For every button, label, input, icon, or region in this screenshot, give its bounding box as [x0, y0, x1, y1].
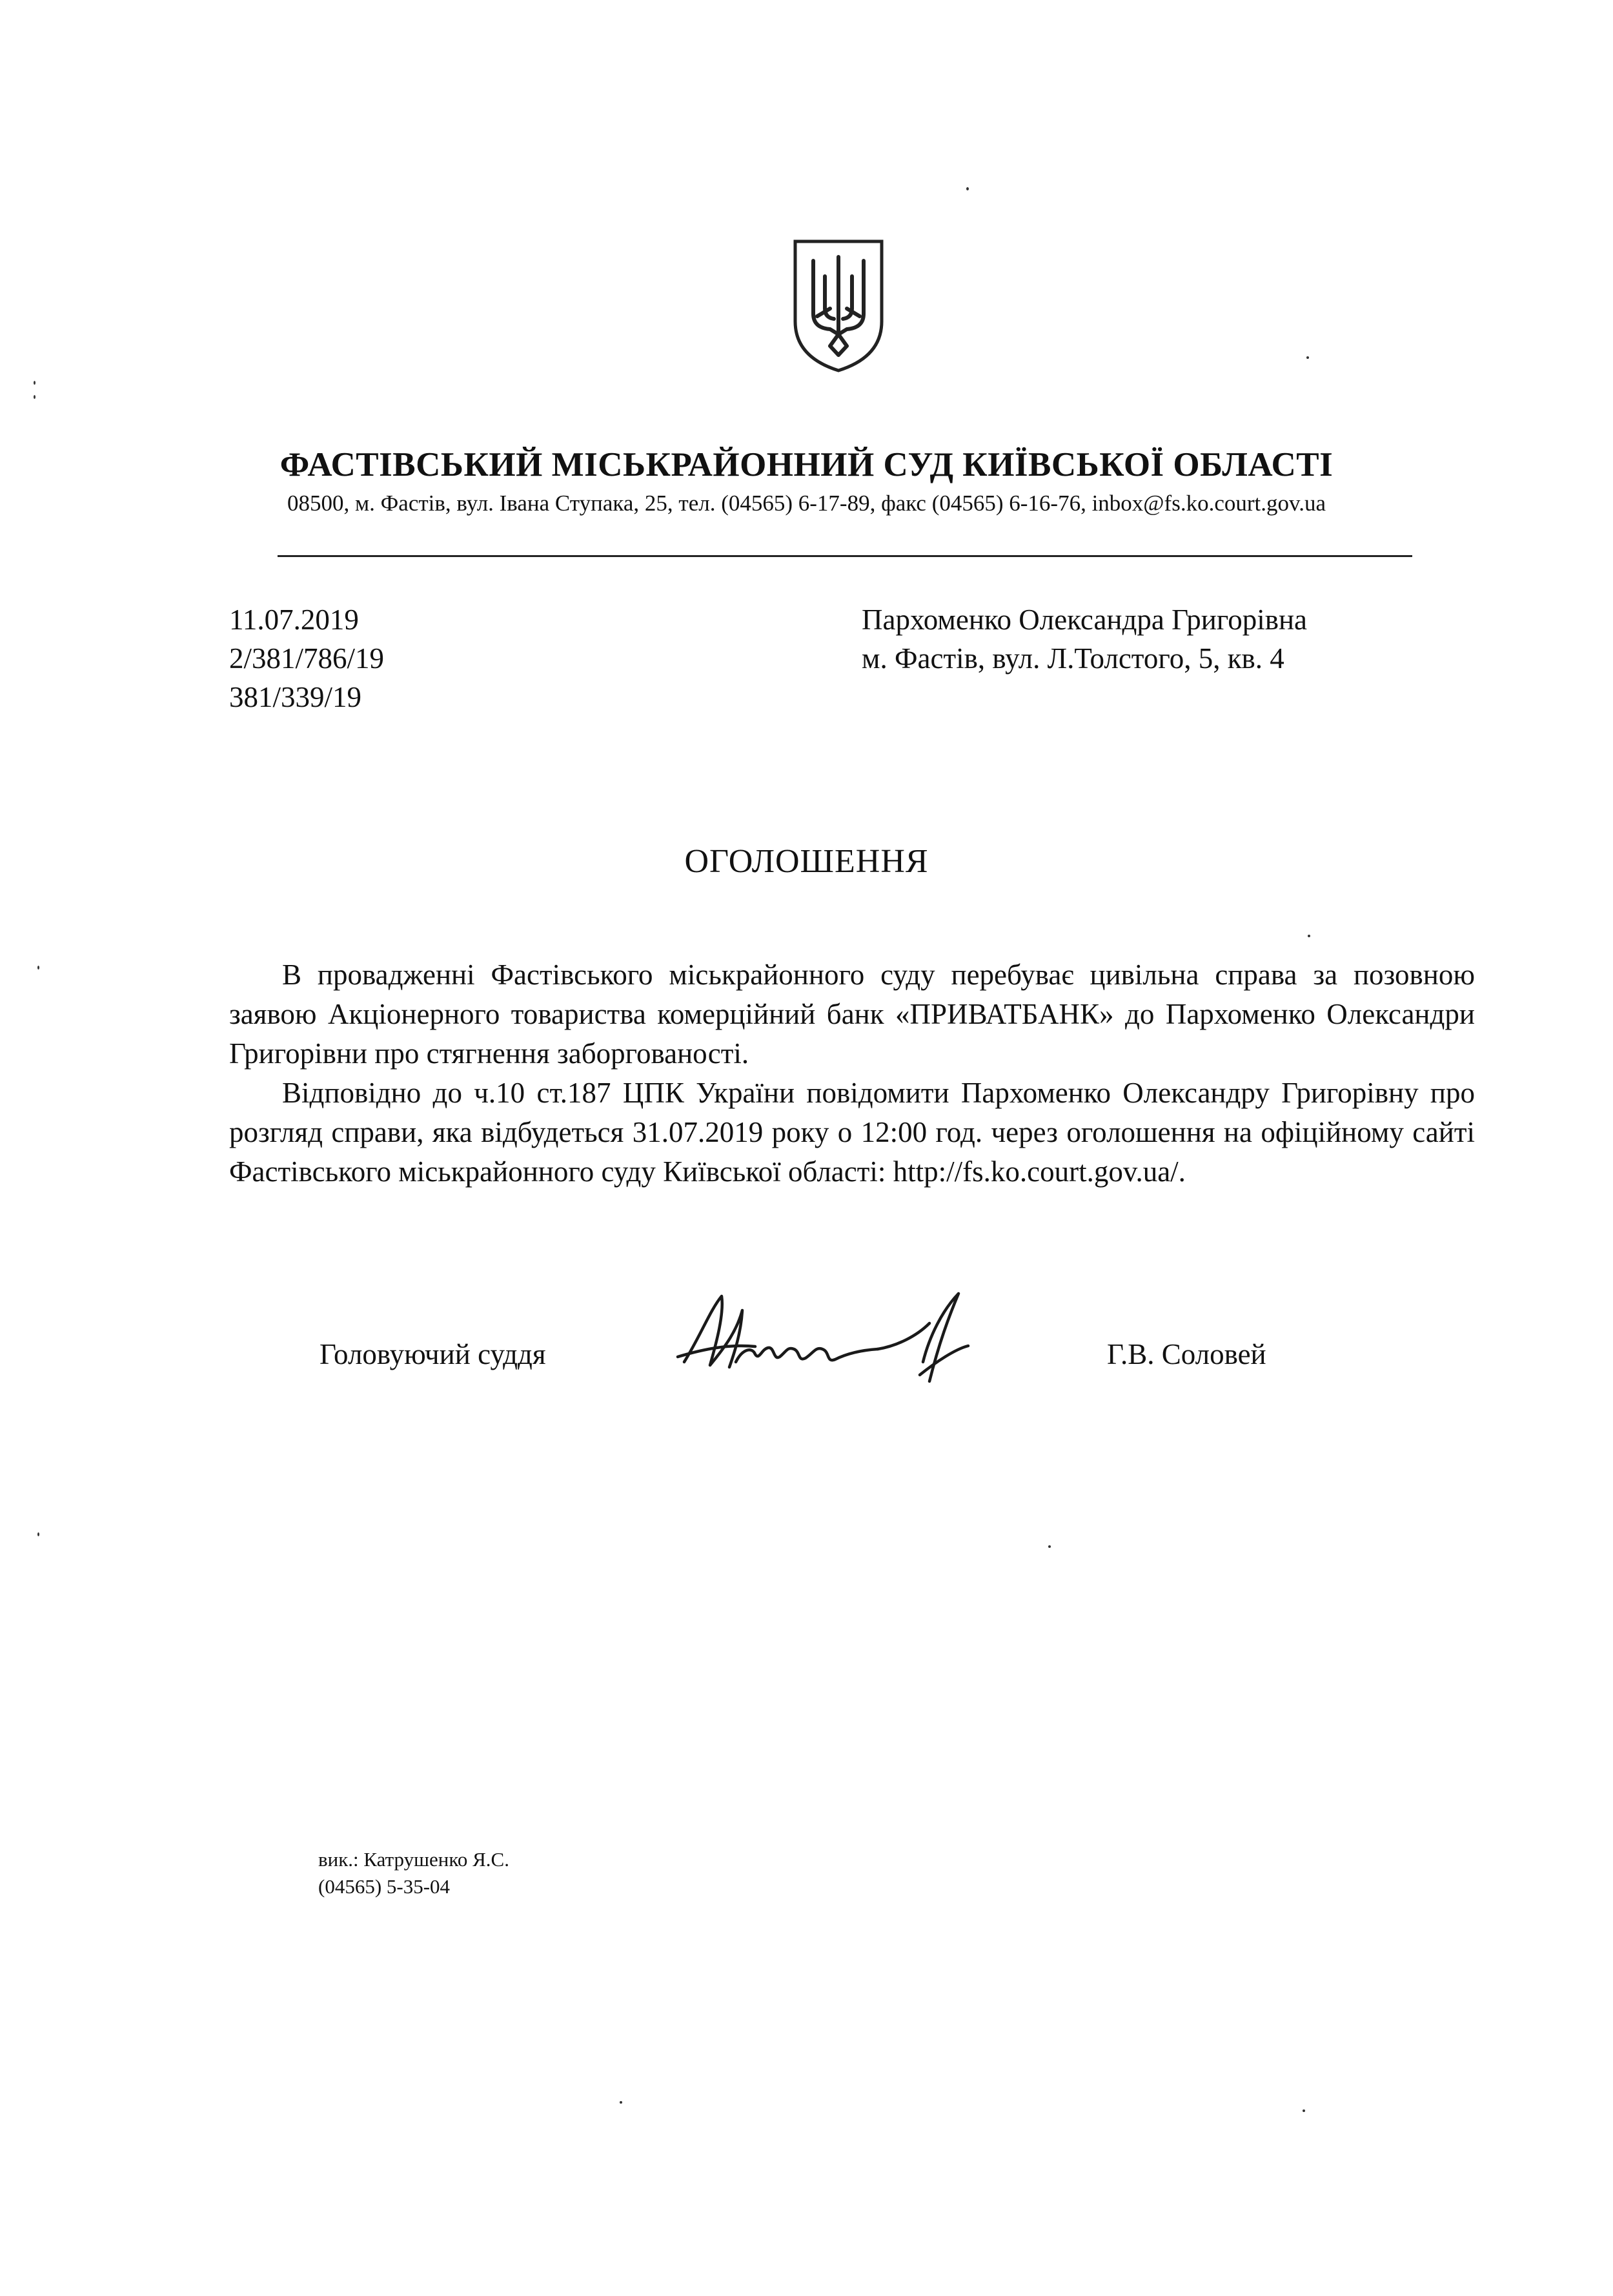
scan-speck [37, 1532, 39, 1536]
document-meta [229, 600, 384, 716]
document-title: ОГОЛОШЕННЯ [684, 843, 929, 880]
paragraph-text: Відповідно до ч.10 ст.187 ЦПК України повідомити Пархоменко Олександру Григорівну про розгляд справи, яка відбудеться 31.07.2019 року о 12:00 год. через оголошення на офіційному сайті Фастівського міськрайонного суду Київської області: http://fs.ko.court.gov.ua/. [229, 1077, 1475, 1188]
executor-phone: (04565) 5-35-04 [318, 1875, 451, 1898]
case-number: 2/381/786/19 [229, 642, 385, 675]
signer-name: Г.В. Соловей [1107, 1338, 1266, 1370]
executor-info [318, 1846, 509, 1900]
executor-name: вик.: Катрушенко Я.С. [318, 1848, 509, 1871]
court-name: ФАСТІВСЬКИЙ МІСЬКРАЙОННИЙ СУД КИЇВСЬКОЇ ОБЛАСТІ [279, 446, 1334, 483]
signer-role: Головуючий суддя [320, 1338, 546, 1370]
scan-speck [1308, 935, 1310, 937]
recipient [862, 600, 1307, 678]
header-divider [278, 555, 1412, 557]
scan-speck [620, 2101, 622, 2104]
body-paragraph [229, 1073, 1475, 1192]
scan-speck [37, 966, 39, 970]
body-paragraph [229, 955, 1475, 1073]
recipient-name: Пархоменко Олександра Григорівна [862, 604, 1308, 636]
outgoing-number: 381/339/19 [229, 681, 362, 713]
scan-speck [34, 381, 36, 385]
coat-of-arms-icon [791, 238, 886, 373]
scan-speck [1048, 1545, 1051, 1548]
scan-speck [966, 187, 969, 190]
recipient-address: м. Фастів, вул. Л.Толстого, 5, кв. 4 [862, 642, 1284, 675]
scan-speck [1306, 356, 1309, 359]
document-date: 11.07.2019 [229, 604, 359, 636]
paragraph-text: В провадженні Фастівського міськрайонного суду перебуває цивільна справа за позовною заявою Акціонерного товариства комерційний банк «ПРИВАТБАНК» до Пархоменко Олександри Григорівни про стягнення заборгованості. [229, 959, 1475, 1070]
handwritten-signature-icon [665, 1285, 988, 1391]
scan-speck [34, 395, 36, 399]
court-address: 08500, м. Фастів, вул. Івана Ступака, 25, тел. (04565) 6-17-89, факс (04565) 6-16-76, inbox@fs.ko.court.gov.ua [287, 491, 1326, 516]
scan-speck [1303, 2109, 1305, 2112]
